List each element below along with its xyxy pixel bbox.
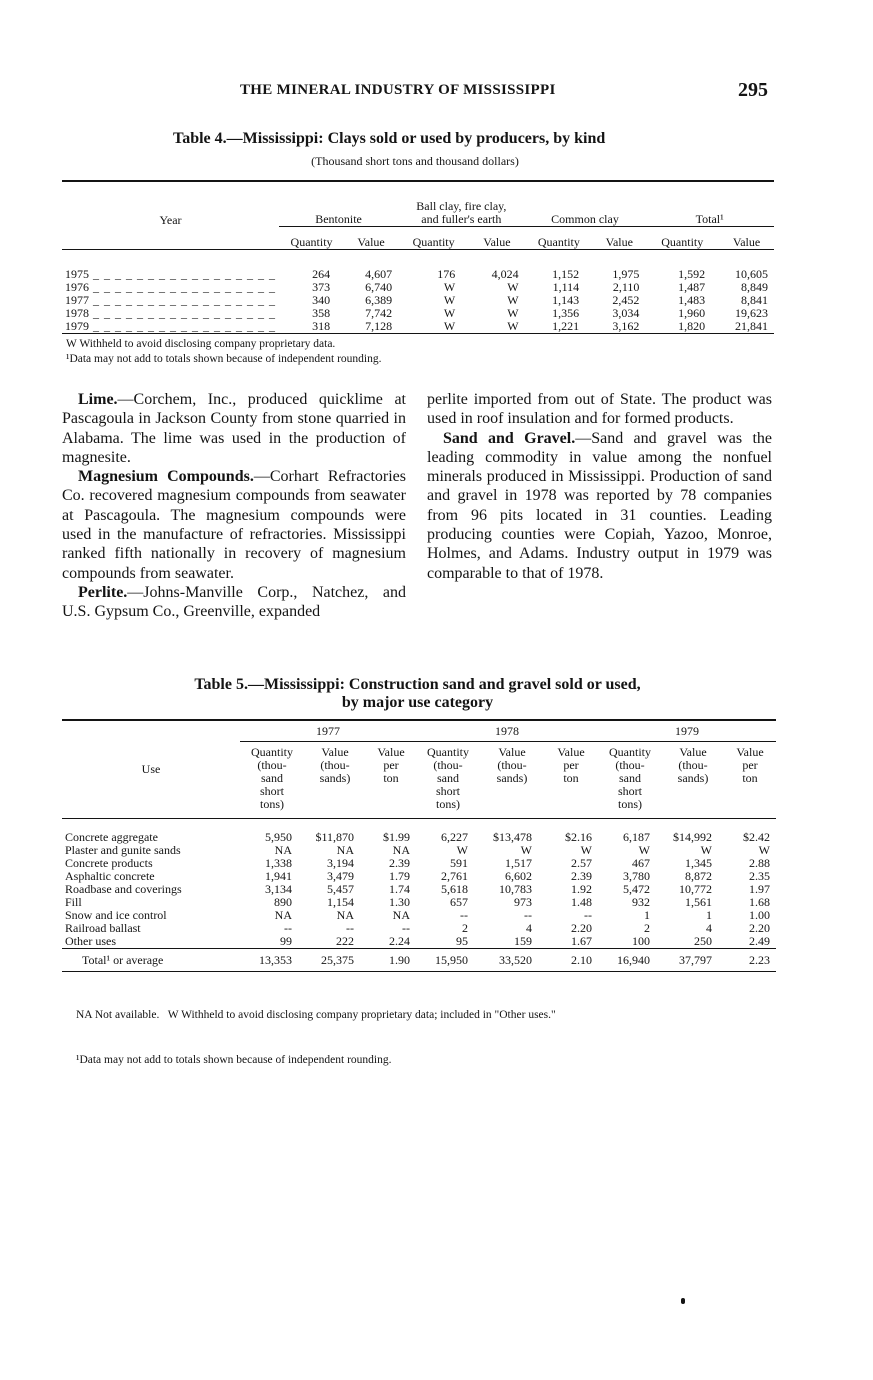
use-label: Asphaltic concrete [65,869,155,883]
year-cell [62,320,279,334]
value-cell: 264 [312,267,331,281]
value-cell: 1,592 [678,267,706,281]
value-cell: 1.67 [571,934,592,948]
value-cell: 1,221 [552,319,580,333]
table-row [62,935,776,949]
paragraph-heading: Magnesium Compounds. [78,468,254,486]
col-header: Value [605,235,633,249]
value-cell: 973 [514,895,532,909]
table-row [62,320,774,334]
paragraph-body: —Corhart Refractories Co. recovered magnesium compounds from seawater at Pascagoula. The magnesium compounds were used in the manufacture of refractories. Mississippi ranked fifth nationally in recovery of magnesium compounds from seawater. [62,468,406,582]
table-row [62,883,776,896]
value-cell: 100 [632,934,650,948]
total-cell: 1.90 [389,952,410,967]
value-cell: -- [346,921,354,935]
year-header: Year [159,213,182,227]
value-cell: 2.88 [749,856,770,870]
speck-mark [681,1298,685,1304]
value-cell: 4,607 [365,267,393,281]
value-cell: 5,472 [623,882,650,896]
value-cell: 222 [336,934,354,948]
value-cell: 6,602 [505,869,532,883]
year-cell [62,250,279,282]
table-row [62,909,776,922]
use-label: Snow and ice control [65,908,167,922]
use-label: Concrete products [65,856,153,870]
value-cell: NA [274,908,292,922]
value-cell: 6,389 [365,293,393,307]
group-header: Total¹ [645,181,774,227]
col-header: Quantity (thou- sand short tons) [251,745,293,811]
value-cell: 250 [694,934,712,948]
value-cell: 8,849 [741,280,768,294]
value-cell: W [638,843,650,857]
value-cell: 21,841 [735,319,768,333]
value-cell: $11,870 [315,830,354,844]
footnote: NA Not available. W Withheld to avoid disclosing company proprietary data; included in "Other uses." [76,1009,556,1021]
value-cell: NA [392,843,410,857]
col-header: Value per ton [736,745,764,785]
value-cell: 7,128 [365,319,393,333]
table4-caption: Table 4.—Mississippi: Clays sold or used by producers, by kind [173,130,606,147]
col-header: Value (thou- sands) [496,745,528,785]
group-header-label: Ball clay, fire clay, and fuller's earth [416,199,507,226]
use-label: Fill [65,895,82,909]
value-cell: 159 [514,934,532,948]
value-cell: $2.16 [565,830,592,844]
table-row [62,922,776,935]
value-cell: 99 [280,934,292,948]
running-title: THE MINERAL INDUSTRY OF MISSISSIPPI [240,82,556,98]
use-cell [62,883,240,896]
table-row [62,857,776,870]
value-cell: 1.68 [749,895,770,909]
year-label: 1979 [65,319,89,333]
dot-leader: _ _ _ _ _ _ _ _ _ _ _ _ _ _ _ _ _ [89,319,276,333]
paragraph-magnesium [62,467,406,583]
value-cell: 591 [450,856,468,870]
value-cell: 2.39 [389,856,410,870]
table5-footnotes [76,978,556,1083]
year-header: 1978 [416,720,598,742]
value-cell: W [507,306,519,320]
value-cell: $14,992 [673,830,712,844]
table-row [62,819,776,845]
value-cell: 3,479 [327,869,354,883]
col-header: Value (thou- sands) [677,745,709,785]
use-cell [62,819,240,845]
col-header: Value per ton [557,745,585,785]
value-cell: 1.74 [389,882,410,896]
value-cell: $1.99 [383,830,410,844]
value-cell: 1,960 [678,306,706,320]
value-cell: 3,034 [612,306,640,320]
use-cell [62,935,240,949]
year-header: 1979 [598,720,776,742]
value-cell: 1,152 [552,267,580,281]
value-cell: $2.42 [743,830,770,844]
value-cell: W [758,843,770,857]
table4 [62,180,774,334]
paragraph-heading: Lime. [78,391,118,408]
paragraph-perlite [62,583,406,622]
col-header: Quantity [661,235,704,249]
value-cell: 2,761 [441,869,468,883]
text-column-left [62,390,406,622]
value-cell: 176 [437,267,456,281]
table5 [62,719,776,972]
table-row [62,844,776,857]
group-header: Common clay [525,181,646,227]
value-cell: 890 [274,895,292,909]
value-cell: 1,345 [685,856,712,870]
col-header: Value [483,235,511,249]
value-cell: 1,483 [678,293,706,307]
value-cell: 2.20 [571,921,592,935]
year-label: 1976 [65,280,89,294]
value-cell: NA [274,843,292,857]
value-cell: 2 [462,921,468,935]
value-cell: 932 [632,895,650,909]
col-header: Quantity (thou- sand short tons) [609,745,651,811]
value-cell: 358 [312,306,331,320]
col-header: Value [357,235,385,249]
value-cell: 340 [312,293,331,307]
col-header: Value (thou- sands) [319,745,351,785]
value-cell: W [507,280,519,294]
value-cell: 1,143 [552,293,580,307]
value-cell: 2.39 [571,869,592,883]
value-cell: $13,478 [493,830,532,844]
value-cell: W [507,293,519,307]
value-cell: 1,338 [265,856,292,870]
col-header: Quantity [290,235,333,249]
value-cell: 2,452 [612,293,640,307]
paragraph-body: perlite imported from out of State. The product was used in roof insulation and for formed products. [427,391,772,428]
paragraph-body: —Corchem, Inc., produced quicklime at Pascagoula in Jackson County from stone quarried in Alabama. The lime was used in the production of magnesite. [62,391,406,466]
value-cell: 5,950 [265,830,292,844]
value-cell: W [443,280,456,294]
table-row [62,896,776,909]
value-cell: NA [392,908,410,922]
value-cell: W [580,843,592,857]
total-cell: 13,353 [259,952,292,967]
page-number: 295 [738,79,768,101]
value-cell: W [443,306,456,320]
value-cell: 657 [450,895,468,909]
value-cell: 1,975 [612,267,640,281]
value-cell: 10,605 [735,267,768,281]
value-cell: 3,134 [265,882,292,896]
total-cell: 2.10 [571,952,592,967]
value-cell: W [520,843,532,857]
value-cell: 1.00 [749,908,770,922]
use-label: Roadbase and coverings [65,882,182,896]
value-cell: 1 [644,908,650,922]
value-cell: 1 [706,908,712,922]
col-header: Quantity (thou- sand short tons) [427,745,469,811]
value-cell: 8,872 [685,869,712,883]
value-cell: 1.92 [571,882,592,896]
value-cell: 6,227 [441,830,468,844]
col-header: Value per ton [377,745,405,785]
total-cell: 25,375 [321,952,354,967]
value-cell: 5,457 [327,882,354,896]
value-cell: 1,561 [685,895,712,909]
year-label: 1978 [65,306,89,320]
paragraph-body: —Johns-Manville Corp., Natchez, and U.S. Gypsum Co., Greenville, expanded [62,583,406,621]
total-cell: 16,940 [617,952,650,967]
value-cell: W [443,319,456,333]
value-cell: 2.20 [749,921,770,935]
total-label: Total¹ or average [82,952,164,967]
footnote: W Withheld to avoid disclosing company proprietary data. [66,338,336,350]
table-row [62,250,774,282]
value-cell: 5,618 [441,882,468,896]
value-cell: 2.35 [749,869,770,883]
value-cell: 1,820 [678,319,706,333]
value-cell: 4,024 [491,267,519,281]
paragraph-heading: Perlite. [78,583,128,601]
value-cell: 3,162 [612,319,640,333]
col-header: Value [732,235,761,249]
total-cell: 37,797 [679,952,712,967]
value-cell: W [443,293,456,307]
value-cell: 1,517 [505,856,532,870]
value-cell: 1,356 [552,306,580,320]
paragraph-body: —Sand and gravel was the leading commodity in value among the nonfuel minerals produced in Mississippi. Production of sand and gravel in 1978 was reported by 78 companies from 96 pits located in 31 counties. Leading producing counties were Copiah, Yazoo, Monroe, Holmes, and Adams. Industry output in 1979 was comparable to that of 1978. [427,429,772,582]
col-header: Quantity [412,235,455,249]
value-cell: 3,194 [327,856,354,870]
value-cell: 318 [312,319,331,333]
value-cell: 10,772 [679,882,712,896]
paragraph-heading: Sand and Gravel. [443,429,576,447]
value-cell: 10,783 [499,882,532,896]
total-cell: 33,520 [499,952,532,967]
value-cell: 2.24 [389,934,410,948]
total-cell: 2.23 [749,952,770,967]
value-cell: 4 [706,921,712,935]
value-cell: -- [402,921,410,935]
value-cell: 8,841 [741,293,768,307]
text-column-right [427,390,772,583]
value-cell: 2.49 [749,934,770,948]
value-cell: 1.97 [749,882,770,896]
dot-leader: _ _ _ _ _ _ _ _ _ _ _ _ _ _ _ _ _ [89,293,276,307]
value-cell: -- [584,908,592,922]
value-cell: 6,187 [623,830,650,844]
value-cell: 1,154 [327,895,354,909]
value-cell: 467 [632,856,650,870]
value-cell: -- [460,908,468,922]
dot-leader: _ _ _ _ _ _ _ _ _ _ _ _ _ _ _ _ _ [89,306,276,320]
value-cell: W [700,843,712,857]
table5-caption [60,676,775,712]
page-header [0,79,873,106]
value-cell: 1,941 [265,869,292,883]
group-header [398,181,525,227]
value-cell: 2,110 [612,280,640,294]
use-label: Concrete aggregate [65,830,158,844]
dot-leader: _ _ _ _ _ _ _ _ _ _ _ _ _ _ _ _ _ [89,267,276,281]
group-header: Bentonite [279,181,398,227]
value-cell: 4 [526,921,532,935]
value-cell: 2 [644,921,650,935]
paragraph-lime [62,390,406,467]
value-cell: -- [524,908,532,922]
year-label: 1977 [65,293,89,307]
value-cell: 19,623 [735,306,768,320]
value-cell: NA [336,843,354,857]
dot-leader: _ _ _ _ _ _ _ _ _ _ _ _ _ _ _ _ _ [89,280,276,294]
value-cell: 1,114 [552,280,580,294]
value-cell: 373 [312,280,331,294]
value-cell: W [507,319,519,333]
caption-line: by major use category [341,694,494,711]
value-cell: 2.57 [571,856,592,870]
value-cell: 7,742 [365,306,393,320]
table4-footnotes [66,337,381,367]
use-header: Use [141,762,161,776]
value-cell: NA [336,908,354,922]
footnote: ¹Data may not add to totals shown because of independent rounding. [76,1054,392,1066]
use-label: Plaster and gunite sands [65,843,181,857]
total-cell: 15,950 [435,952,468,967]
value-cell: W [456,843,468,857]
year-header: 1977 [240,720,416,742]
caption-line: Table 5.—Mississippi: Construction sand and gravel sold or used, [194,676,641,693]
value-cell: 95 [456,934,468,948]
col-header: Quantity [537,235,580,249]
year-label: 1975 [65,267,89,281]
footnote: ¹Data may not add to totals shown because of independent rounding. [66,353,382,365]
value-cell: 1.48 [571,895,592,909]
paragraph-sand-gravel [427,429,772,583]
use-label: Other uses [65,934,116,948]
value-cell: 1.30 [389,895,410,909]
value-cell: 1.79 [389,869,410,883]
value-cell: 1,487 [678,280,706,294]
paragraph-perlite-cont [427,390,772,429]
value-cell: -- [284,921,292,935]
table4-subcaption: (Thousand short tons and thousand dollars) [311,154,519,168]
value-cell: 3,780 [623,869,650,883]
value-cell: 6,740 [365,280,393,294]
use-label: Railroad ballast [65,921,141,935]
